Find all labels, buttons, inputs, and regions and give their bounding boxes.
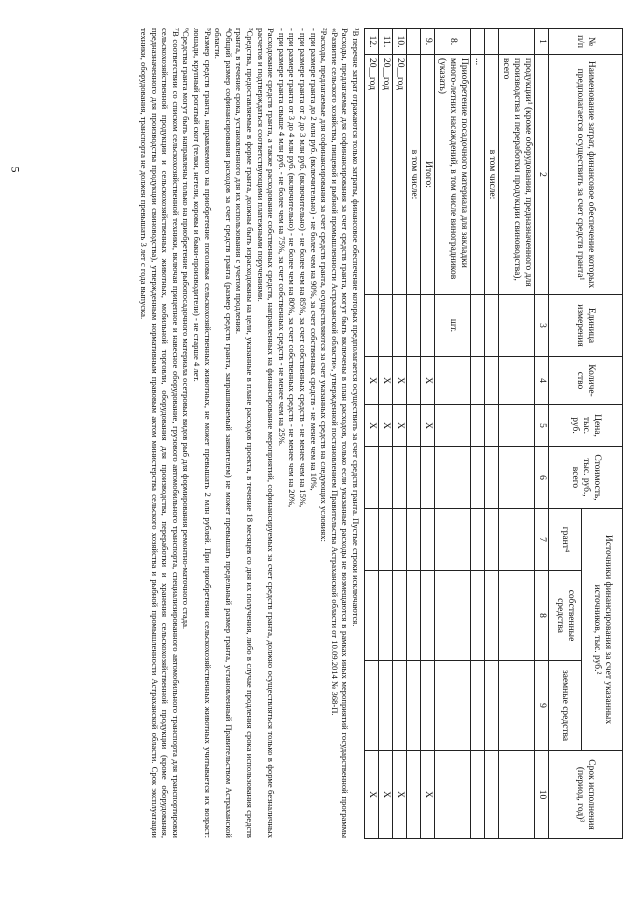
footnote: - при размере гранта от 3 до 4 млн руб. (включительно) - не более чем на 80%, за счет собственных средств - не менее чем на 20%,: [287, 28, 298, 508]
table-cell-n: 11.: [379, 29, 393, 55]
footnote: - при размере гранта свыше 4 млн руб. - не более чем на 75%, за счет собственных средств - не менее чем на 25%.: [276, 28, 287, 446]
table-cell-b: [365, 661, 379, 751]
table-cell-cost: [365, 447, 379, 509]
table-cell-cost: [407, 447, 421, 509]
table-cell-b: [485, 661, 499, 751]
table-cell-name: в том числе:: [407, 55, 421, 295]
table-cell-qty: X: [365, 357, 379, 405]
table-cell-g: [379, 509, 393, 571]
table-cell-name: 20__год: [379, 55, 393, 295]
table-cell-qty: X: [379, 357, 393, 405]
header-sources: Источники финансирования за счет указанных источников, тыс. руб.²: [582, 509, 623, 751]
table-cell-g: [499, 509, 535, 571]
footnote: ²Расходы, предлагаемые для софинансирования за счет средств гранта, осуществляются за счет указанных средств на следующих условиях:: [319, 28, 330, 542]
table-cell-qty: [499, 357, 535, 405]
col-number: 2: [535, 55, 549, 295]
table-cell-g: [435, 509, 471, 571]
table-cell-unit: [365, 295, 379, 357]
table-cell-name: продукции¹ (кроме оборудования, предназначенного для производства и переработки продукции свиноводства), всего: [499, 55, 535, 295]
table-cell-unit: [499, 295, 535, 357]
table-cell-t: X: [379, 751, 393, 839]
footnote: ¹В перечне затрат отражаются только затраты, финансовое обеспечение которых предполагается осуществить за счет средств гранта. Пустые строки исключаются.: [351, 28, 361, 627]
header-num: № п/п: [549, 29, 623, 55]
table-cell-unit: [379, 295, 393, 357]
table-cell-qty: [485, 357, 499, 405]
table-cell-price: [407, 405, 421, 447]
table-cell-t: [499, 751, 535, 839]
table-cell-unit: [485, 295, 499, 357]
col-number: 8: [535, 571, 549, 661]
table-cell-t: X: [421, 751, 435, 839]
table-row: [499, 29, 535, 839]
table-cell-cost: [435, 447, 471, 509]
table-cell-name: Приобретение посадочного материала для закладки много-летних насаждений, в том числе виноградников (указать): [435, 55, 471, 295]
table-cell-price: X: [365, 405, 379, 447]
table-cell-price: X: [379, 405, 393, 447]
table-cell-qty: X: [421, 357, 435, 405]
table-cell-n: 9.: [421, 29, 435, 55]
table-cell-name: 20__год: [393, 55, 407, 295]
page-number: 5: [8, 166, 23, 173]
col-number: 6: [535, 447, 549, 509]
table-cell-n: 8.: [435, 29, 471, 55]
table-cell-cost: [379, 447, 393, 509]
table-cell-t: [471, 751, 485, 839]
table-cell-cost: [471, 447, 485, 509]
table-cell-o: [379, 571, 393, 661]
table-cell-g: [365, 509, 379, 571]
table-row: [407, 29, 421, 839]
table-cell-t: X: [365, 751, 379, 839]
table-cell-price: [435, 405, 471, 447]
table-cell-unit: шт.: [435, 295, 471, 357]
table-cell-cost: [485, 447, 499, 509]
table-row: [365, 29, 379, 839]
table-cell-t: [407, 751, 421, 839]
table-cell-n: [407, 29, 421, 55]
table-cell-unit: [471, 295, 485, 357]
header-grant: грант⁴: [549, 509, 582, 571]
table-cell-name: Итого:: [421, 55, 435, 295]
table-cell-g: [407, 509, 421, 571]
table-row: [485, 29, 499, 839]
table-cell-n: [485, 29, 499, 55]
table-cell-g: [421, 509, 435, 571]
table-cell-g: [485, 509, 499, 571]
header-cost: Стоимость, тыс. руб., всего: [549, 447, 623, 509]
table-cell-price: [485, 405, 499, 447]
col-number: 3: [535, 295, 549, 357]
table-cell-o: [471, 571, 485, 661]
table-cell-b: [407, 661, 421, 751]
col-number: 7: [535, 509, 549, 571]
table-cell-o: [499, 571, 535, 661]
footnote: Расходование средств гранта, а также расходование собственных средств, направленных на финансирование мероприятий, софинансируемых за счет средств гранта, должно осуществляться только в форме безналичных расчетов и подтверждаться соответствующими платежными поручениями.: [255, 28, 277, 838]
table-cell-unit: [393, 295, 407, 357]
table-cell-t: X: [393, 751, 407, 839]
table-cell-t: [435, 751, 471, 839]
table-cell-o: [407, 571, 421, 661]
footnote: Расходы, предлагаемые для софинансирования за счет средств гранта, могут быть включены в план расходов, только если указанные расходы не возмещаются в рамках иных мероприятий государственной программы «Развитие сельского хозяйства, пищевой и рыбной промышленности Астраханской области», утвержденной постановлением Правительства Астраханской области от 10.09.2014 № 368-П.: [329, 28, 351, 838]
header-term: Срок исполнения (период, год)³: [549, 751, 623, 839]
table-cell-n: 12.: [365, 29, 379, 55]
table-cell-price: [471, 405, 485, 447]
header-price: Цена, тыс. руб.: [549, 405, 623, 447]
table-cell-b: [435, 661, 471, 751]
table-cell-o: [435, 571, 471, 661]
header-unit: Единица измерения: [549, 295, 623, 357]
table-row: [379, 29, 393, 839]
table-cell-n: [471, 29, 485, 55]
table-cell-cost: [499, 447, 535, 509]
table-row: [421, 29, 435, 839]
table-cell-b: [393, 661, 407, 751]
table-cell-b: [471, 661, 485, 751]
footnote: ⁴Общий размер софинансирования расходов за счет средств гранта (размер средств гранта, запрашиваемый заявителем) не может превышать предельный размер гранта, установленный Правительством Астраханской области.: [213, 28, 234, 838]
rotated-page: [23, 20, 623, 880]
table-cell-cost: [393, 447, 407, 509]
table-cell-price: [499, 405, 535, 447]
table-cell-b: [421, 661, 435, 751]
table-cell-price: X: [393, 405, 407, 447]
table-cell-g: [471, 509, 485, 571]
table-cell-b: [499, 661, 535, 751]
table-cell-name: 20__год: [365, 55, 379, 295]
table-cell-t: [485, 751, 499, 839]
footnote: - при размере гранта до 2 млн руб. (включительно) - не более чем на 90%, за счет собственных средств - не менее чем на 10%,: [308, 28, 319, 491]
table-cell-b: [379, 661, 393, 751]
table-cell-price: X: [421, 405, 435, 447]
table-cell-o: [485, 571, 499, 661]
col-number: 1: [535, 29, 549, 55]
header-name: Наименование затрат, финансовое обеспечение которых предполагается осуществить за счет средств гранта¹: [549, 55, 623, 295]
footnotes: [139, 28, 361, 838]
table-cell-unit: [421, 295, 435, 357]
footnote: ³Средства, предоставляемые в форме гранта, должны быть израсходованы на цели, указанные в плане расходов проекта, в течение 18 месяцев со дня их получения, либо в случае продления срока использования средств гранта, в течение срока, установленного для их использования с учетом продления.: [234, 28, 256, 838]
footnote: - при размере гранта от 2 до 3 млн руб. (включительно) - не более чем на 85%, за счет собственных средств - не менее чем на 15%,: [298, 28, 309, 508]
footnote: ⁵Размер средств гранта, направляемого на приобретение поголовья сельскохозяйственных животных, не может превышать 2 млн рублей. При приобретении сельскохозяйственных животных учитывается их возраст: лошади, крупный рогатый скот (телки, нетели, коровы и быки-производители) - не старше 4 лет.: [192, 28, 213, 838]
table-cell-o: [421, 571, 435, 661]
table-cell-qty: [407, 357, 421, 405]
table-cell-n: [499, 29, 535, 55]
table-cell-unit: [407, 295, 421, 357]
footnote: ⁶Средства гранта могут быть направлены только на приобретение рыбопосадочного материала осетровых видов рыб для формирования ремонтно-маточного стада.: [181, 28, 192, 630]
table-cell-name: в том числе:: [485, 55, 499, 295]
table-row: [393, 29, 407, 839]
table-cell-o: [393, 571, 407, 661]
col-number: 5: [535, 405, 549, 447]
table-cell-g: [393, 509, 407, 571]
footnote: ⁷В соответствии со списком сельскохозяйственной техники, включая прицепное и навесное оборудование, грузового автомобильного транспорта, специализированного автомобильного транспорта для транспортировки сельскохозяйственной продукции и сельскохозяйственных животных, мобильной торговли, оборудования для производства, переработки и хранения сельскохозяйственной продукции (кроме оборудования, предназначенного для производства продукции свиноводства), утвержденным нормативным правовым актом министерства сельского хозяйства и рыбной промышленности Астраханской области. Срок эксплуатации техники, оборудования, транспорта не должен превышать 3 лет с года выпуска.: [139, 28, 181, 838]
header-borrowed: заемные средства: [549, 661, 582, 751]
table-cell-n: 10.: [393, 29, 407, 55]
table-row: [435, 29, 471, 839]
header-own: собственные средства: [549, 571, 582, 661]
table-cell-qty: X: [393, 357, 407, 405]
column-number-row: [535, 29, 549, 839]
table-cell-name: ...: [471, 55, 485, 295]
col-number: 9: [535, 661, 549, 751]
table-cell-qty: [471, 357, 485, 405]
table-row: [471, 29, 485, 839]
header-qty: Количе-ство: [549, 357, 623, 405]
expense-table: [364, 28, 623, 839]
table-cell-cost: [421, 447, 435, 509]
col-number: 10: [535, 751, 549, 839]
table-cell-o: [365, 571, 379, 661]
table-cell-qty: [435, 357, 471, 405]
col-number: 4: [535, 357, 549, 405]
